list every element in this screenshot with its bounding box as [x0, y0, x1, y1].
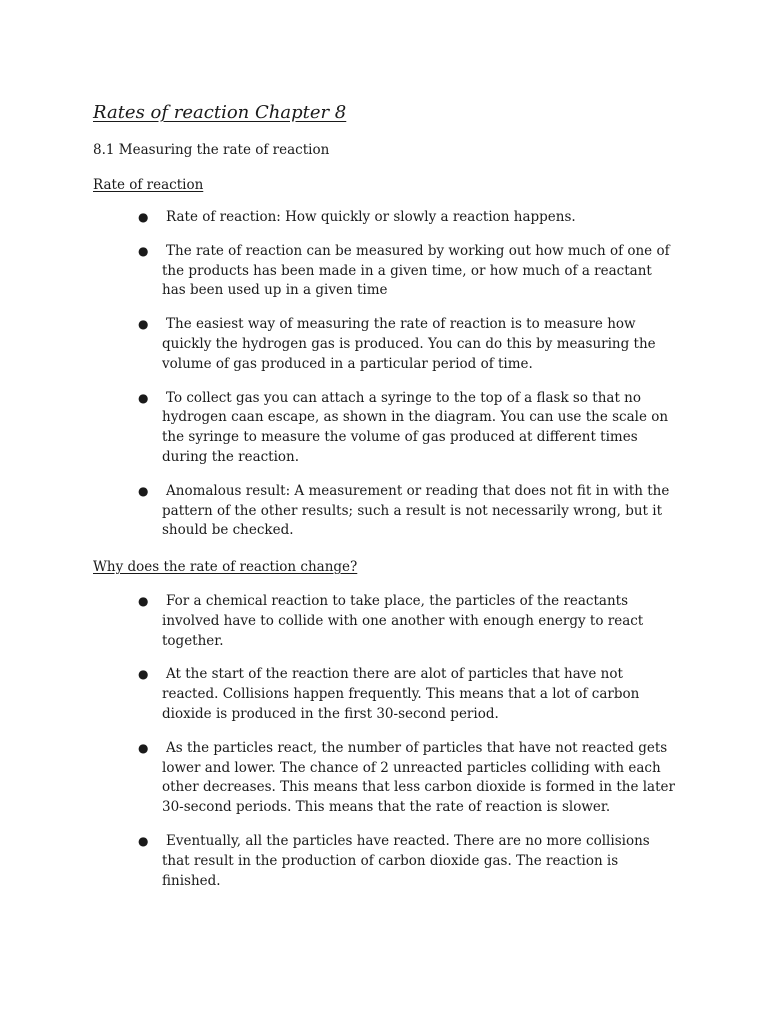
bullet-text: For a chemical reaction to take place, the particles of the reactants involved have to collide with one another with enough energy to react together. [162, 593, 644, 649]
bullet-dot-icon: ● [138, 317, 149, 332]
bullet-text: At the start of the reaction there are alot of particles that have not reacted. Collisions happen frequently. This means that a lot of carbon dioxide is produced in the first 30-second period. [162, 666, 640, 722]
bullet-dot-icon: ● [138, 483, 149, 498]
page-title: Rates of reaction Chapter 8 [93, 102, 347, 123]
page-subtitle: 8.1 Measuring the rate of reaction [93, 142, 330, 158]
list-item [0, 208, 678, 228]
list-item [0, 242, 678, 301]
bullet-list-why-rate-changes [0, 592, 678, 905]
bullet-text: The easiest way of measuring the rate of reaction is to measure how quickly the hydrogen gas is produced. You can do this by measuring the volume of gas produced in a particular period of time. [162, 316, 656, 372]
section-heading-rate-of-reaction: Rate of reaction [93, 177, 204, 193]
list-item [0, 739, 678, 818]
list-item [0, 389, 678, 468]
bullet-text: To collect gas you can attach a syringe to the top of a flask so that no hydrogen caan escape, as shown in the diagram. You can use the scale on the syringe to measure the volume of gas produced at different times during the reaction. [162, 389, 669, 465]
section-heading-why-rate-changes: Why does the rate of reaction change? [93, 559, 358, 575]
list-item [0, 832, 678, 891]
bullet-dot-icon: ● [138, 740, 149, 755]
bullet-text: As the particles react, the number of particles that have not reacted gets lower and lower. The chance of 2 unreacted particles colliding with each other decreases. This means that less carbon dioxide is formed in the later 30-second periods. This means that the rate of reaction is slower. [162, 739, 675, 816]
bullet-dot-icon: ● [138, 390, 149, 405]
bullet-list-rate-of-reaction [0, 208, 678, 555]
list-item [0, 482, 678, 541]
bullet-text: Anomalous result: A measurement or reading that does not fit in with the pattern of the other results; such a result is not necessarily wrong, but it should be checked. [162, 482, 670, 539]
bullet-dot-icon: ● [138, 594, 149, 608]
bullet-text: Rate of reaction: How quickly or slowly a reaction happens. [166, 209, 576, 225]
bullet-text: Eventually, all the particles have reacted. There are no more collisions that result in the production of carbon dioxide gas. The reaction is finished. [162, 832, 650, 889]
list-item [0, 315, 678, 374]
list-item [0, 592, 678, 651]
bullet-dot-icon: ● [138, 833, 149, 848]
list-item [0, 665, 678, 724]
bullet-dot-icon: ● [138, 243, 149, 258]
bullet-dot-icon: ● [138, 210, 149, 224]
bullet-dot-icon: ● [138, 667, 149, 682]
bullet-text: The rate of reaction can be measured by working out how much of one of the products has been made in a given time, or how much of a reactant has been used up in a given time [162, 242, 670, 299]
